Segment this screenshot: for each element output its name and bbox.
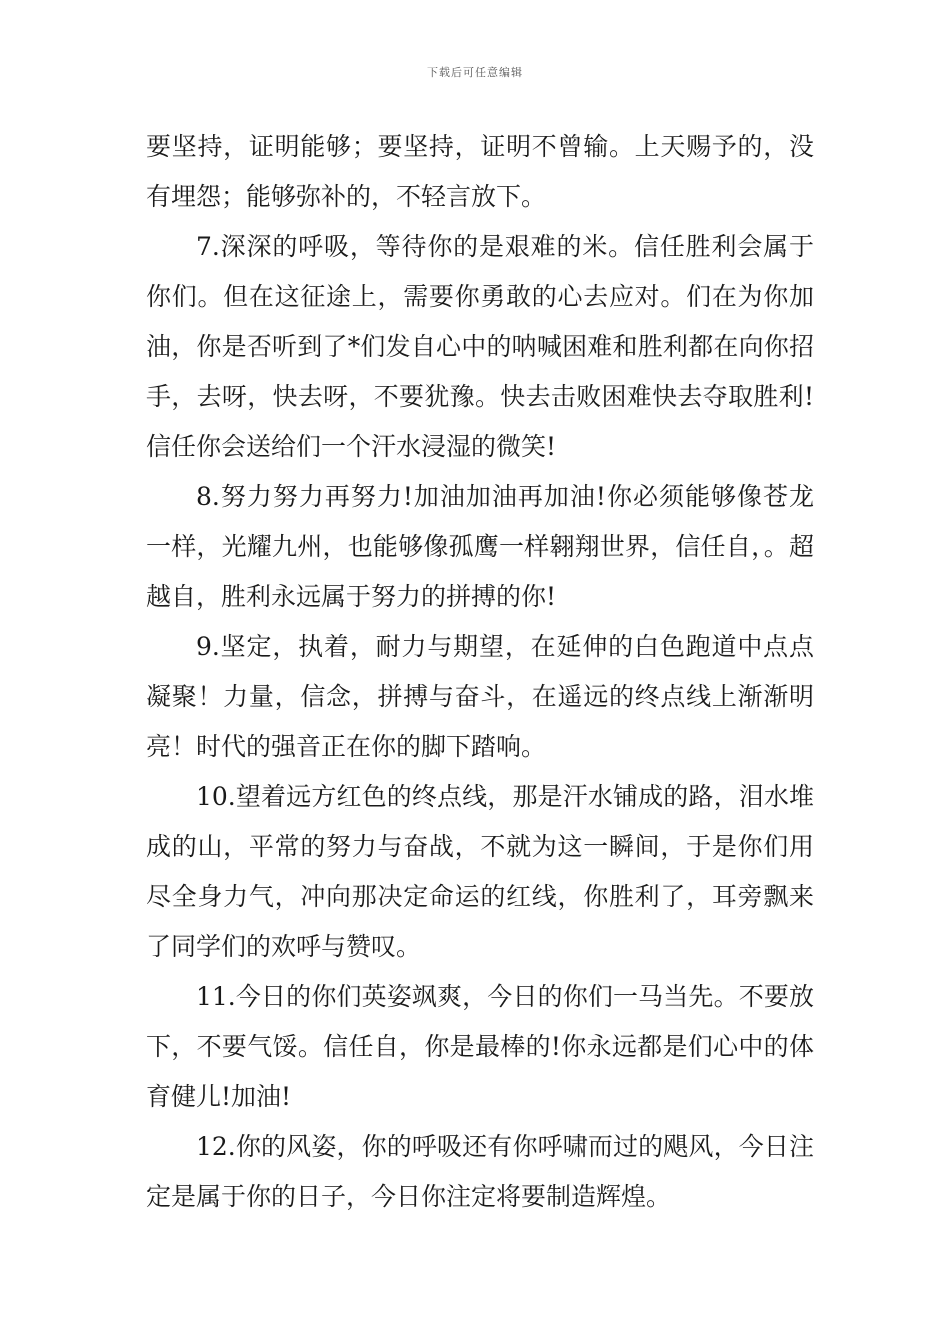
document-body <box>146 122 814 1222</box>
paragraph: 12.你的风姿，你的呼吸还有你呼啸而过的飓风，今日注定是属于你的日子，今日你注定将要制造辉煌。 <box>146 1132 814 1211</box>
paragraph: 8.努力努力再努力!加油加油再加油!你必须能够像苍龙一样，光耀九州，也能够像孤鹰一样翱翔世界，信任自，。超越自，胜利永远属于努力的拼搏的你! <box>146 482 814 611</box>
paragraph: 7.深深的呼吸，等待你的是艰难的米。信任胜利会属于你们。但在这征途上，需要你勇敢的心去应对。们在为你加油，你是否听到了*们发自心中的呐喊困难和胜利都在向你招手，去呀，快去呀，不要犹豫。快去击败困难快去夺取胜利!信任你会送给们一个汗水浸湿的微笑! <box>146 232 814 461</box>
paragraph: 9.坚定，执着，耐力与期望，在延伸的白色跑道中点点凝聚！力量，信念，拼搏与奋斗，在遥远的终点线上渐渐明亮！时代的强音正在你的脚下踏响。 <box>146 632 814 761</box>
paragraph: 10.望着远方红色的终点线，那是汗水铺成的路，泪水堆成的山，平常的努力与奋战，不就为这一瞬间，于是你们用尽全身力气，冲向那决定命运的红线，你胜利了，耳旁飘来了同学们的欢呼与赞叹。 <box>146 782 814 961</box>
paragraph: 要坚持，证明能够；要坚持，证明不曾输。上天赐予的，没有埋怨；能够弥补的，不轻言放下。 <box>146 132 814 211</box>
paragraph: 11.今日的你们英姿飒爽，今日的你们一马当先。不要放下，不要气馁。信任自，你是最棒的!你永远都是们心中的体育健儿!加油! <box>146 982 814 1111</box>
page-header: 下载后可任意编辑 <box>427 66 523 79</box>
